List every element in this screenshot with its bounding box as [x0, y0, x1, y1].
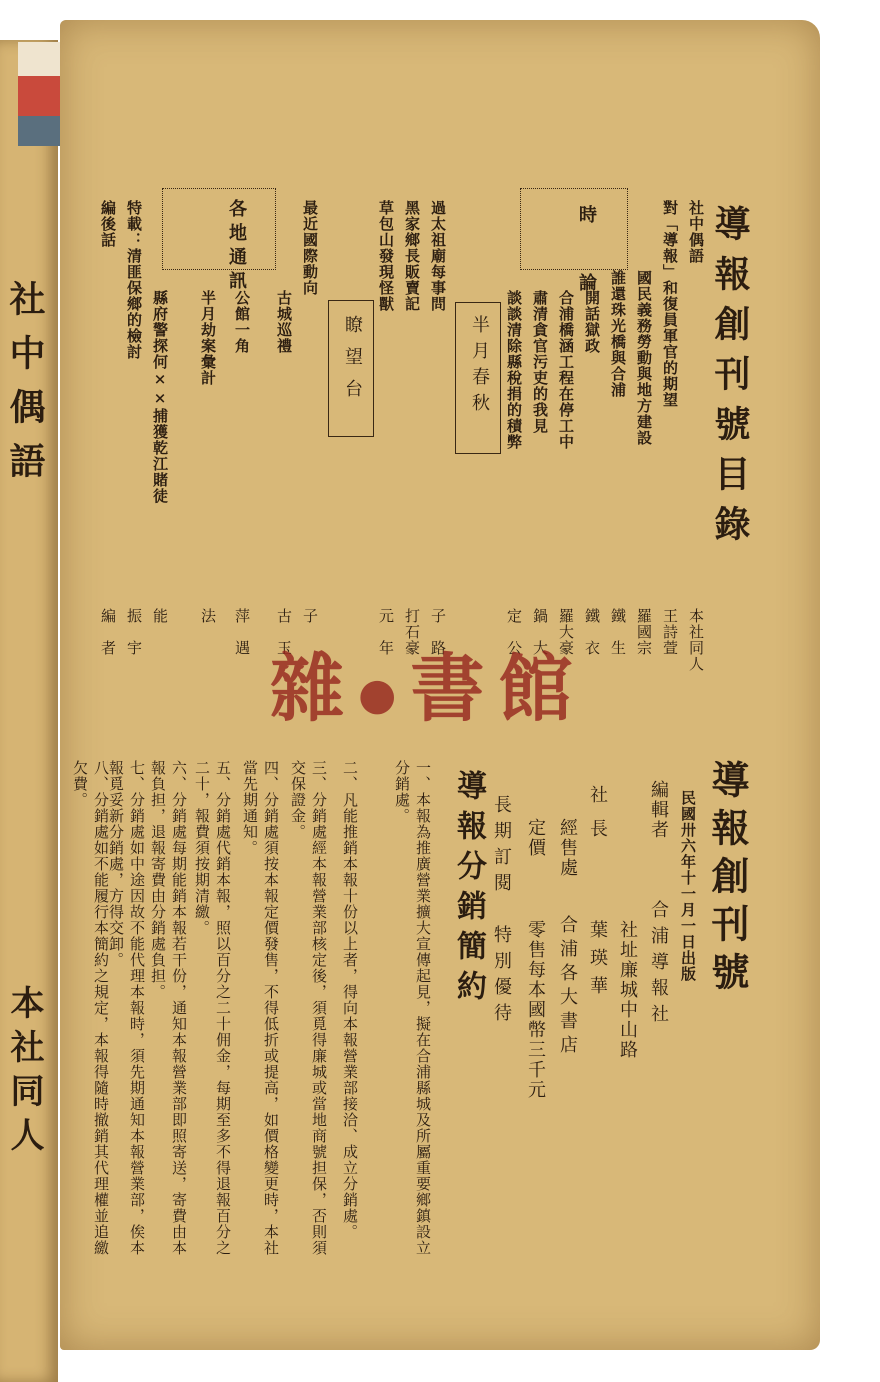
- toc-entry: 對「導報」和復員軍官的期望: [661, 200, 679, 408]
- rule-item: 六、分銷處每期能銷本報若干份，通知本報營業部即照寄送，寄費由本報負担，退報寄費由分銷處負担。: [149, 760, 188, 1256]
- toc-title: 導報創刊號目錄: [709, 205, 751, 555]
- toc-entry: 肅清貪官污吏的我見: [531, 290, 549, 434]
- toc-entry-author: 元 年: [377, 608, 395, 656]
- toc-entry: 古城巡禮: [275, 290, 293, 354]
- toc-entry: 社中偶語: [687, 200, 705, 264]
- toc-entry-author: 鐵 生: [609, 608, 627, 656]
- toc-entry: 開話獄政: [583, 290, 601, 354]
- toc-entry: 合浦橋涵工程在停工中: [557, 290, 575, 450]
- director-value: 葉瑛華: [587, 920, 608, 1004]
- rule-item: 七、分銷處如中途因故不能代理本報時，須先期通知本報營業部，俟本報覓妥新分銷處，方得交卸。: [107, 760, 146, 1256]
- toc-entry-author: 鍋 大: [531, 608, 549, 656]
- toc-entry: 過太祖廟每事問: [429, 200, 447, 312]
- toc-entry-author: 王詩萱: [661, 608, 679, 656]
- toc-entry-author: 羅大豪: [557, 608, 575, 656]
- masthead-date: 民國卅六年十一月一日出版: [679, 790, 697, 982]
- rule-item: 八、分銷處如不能履行本簡約之規定，本報得隨時撤銷其代理權並追繳欠費。: [71, 760, 110, 1256]
- editor-value: 合浦導報社: [648, 900, 669, 1030]
- toc-entry-author: 能: [151, 608, 169, 624]
- toc-entry: 國民義務勞動與地方建設: [635, 270, 653, 446]
- toc-entry-author: 羅國宗: [635, 608, 653, 656]
- rule-item: 三、分銷處經本報營業部核定後，須覓得廉城或當地商號担保，否則須交保證金。: [289, 760, 328, 1256]
- rules-title: 導報分銷簡約: [451, 770, 486, 1010]
- toc-entry: 談談清除縣稅捐的積弊: [505, 290, 523, 450]
- section-box-gedi: 各地通訊: [162, 188, 276, 270]
- toc-entry: 公館一角: [233, 290, 251, 354]
- toc-entry-author: 子: [301, 608, 319, 624]
- toc-entry: 草包山發現怪獸: [377, 200, 395, 312]
- toc-entry: 縣府警探何××捕獲乾江賭徒: [151, 290, 169, 504]
- toc-entry: 半月劫案彙計: [199, 290, 217, 386]
- toc-entry: 黑家鄉長販賣記: [403, 200, 421, 312]
- rule-item: 四、分銷處須按本報定價發售，不得低折或提高，如價格變更時，本社當先期通知。: [241, 760, 280, 1256]
- subscription-note: 長期訂閱 特別優待: [491, 795, 512, 1029]
- editor-label: 編輯者: [648, 780, 669, 840]
- toc-entry: 最近國際動向: [301, 200, 319, 296]
- toc-entry-author: 定 公: [505, 608, 523, 656]
- address-value: 社址廉城中山路: [617, 920, 638, 1060]
- agent-value: 合浦各大書店: [557, 915, 578, 1059]
- toc-entry-author: 鐵 衣: [583, 608, 601, 656]
- left-page: [0, 40, 58, 1382]
- toc-entry-author: 萍 遇: [233, 608, 251, 656]
- library-watermark: 雜●書館: [270, 646, 587, 732]
- toc-entry: 特載：清匪保鄉的檢討: [125, 200, 143, 360]
- director-label: 社長: [587, 785, 608, 853]
- section-box-tiaowang: 瞭望台: [328, 300, 374, 437]
- left-column-author: 本社同人: [4, 985, 44, 1161]
- agent-label: 經售處: [557, 818, 578, 878]
- rule-item: 一、本報為推廣營業擴大宣傳起見，擬在合浦縣城及所屬重要鄉鎮設立分銷處。: [393, 760, 432, 1256]
- section-box-shilun: 時 論: [520, 188, 628, 270]
- toc-entry-author: 振 宇: [125, 608, 143, 656]
- masthead-title: 導報創刊號: [705, 760, 750, 1000]
- toc-entry: 編後話: [99, 200, 117, 248]
- toc-entry: 誰還珠光橋與合浦: [609, 270, 627, 398]
- price-label: 定價: [525, 818, 546, 858]
- toc-entry-author: 古 玉: [275, 608, 293, 656]
- rule-item: 二、凡能推銷本報十份以上者，得向本報營業部接洽、成立分銷處。: [341, 760, 359, 1240]
- toc-entry-author: 編 者: [99, 608, 117, 656]
- rule-item: 五、分銷處代銷本報，照以百分之二十佣金，每期至多不得退報百分之二十，報費須按期清繳。: [193, 760, 232, 1256]
- section-box-banyue: 半月春秋: [455, 302, 501, 454]
- toc-entry-author: 子 路: [429, 608, 447, 656]
- toc-entry-author: 法: [199, 608, 217, 624]
- left-column-title: 社中偶語: [4, 280, 46, 496]
- toc-entry-author: 本社同人: [687, 608, 705, 672]
- price-value: 零售每本國幣三千元: [525, 920, 546, 1100]
- toc-entry-author: 打石豪: [403, 608, 421, 656]
